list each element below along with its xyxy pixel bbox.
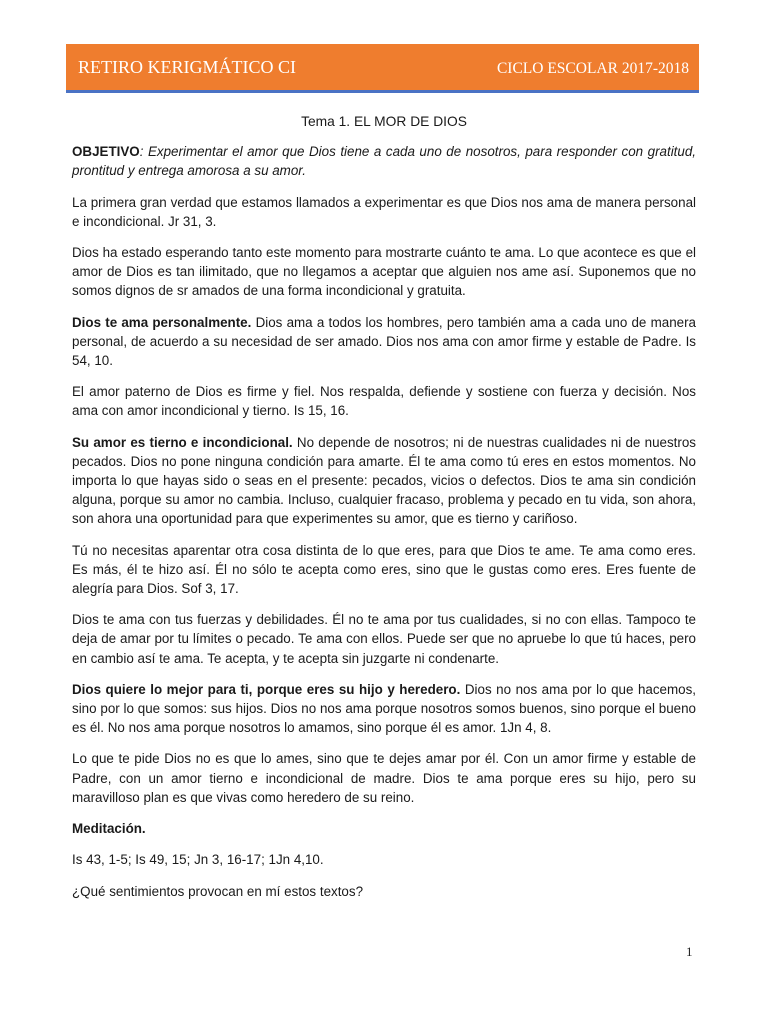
- objective-label: OBJETIVO: [72, 144, 140, 160]
- header-rule: [66, 90, 699, 93]
- objective-paragraph: [72, 142, 696, 180]
- reflection-question: ¿Qué sentimientos provocan en mí estos textos?: [72, 883, 364, 899]
- objective-sep: :: [139, 144, 148, 160]
- header-bar: [66, 44, 699, 90]
- paragraph-5-lead: Su amor es tierno e incondicional.: [72, 434, 293, 450]
- meditation-references: Is 43, 1-5; Is 49, 15; Jn 3, 16-17; 1Jn 4,10.: [72, 852, 324, 868]
- paragraph-6: Tú no necesitas aparentar otra cosa distinta de lo que eres, para que Dios te ame. Te ama como eres. Es más, él te hizo así. Él no sólo te acepta como eres, sino que le gustas como eres. Eres fuente de alegría para Dios. Sof 3, 17.: [72, 542, 696, 597]
- paragraph-8: [72, 680, 696, 738]
- header-right-cycle: CICLO ESCOLAR 2017-2018: [496, 60, 689, 77]
- paragraph-7: Dios te ama con tus fuerzas y debilidades. Él no te ama por tus cualidades, si no con ellas. Tampoco te deja de amar por tu límites o pecado. Te ama con ellos. Puede ser que no apruebe lo que tú haces, pero en cambio así te ama. Te acepta, y te acepta sin juzgarte ni condenarte.: [72, 612, 696, 666]
- paragraph-5: [72, 433, 696, 529]
- paragraph-1: La primera gran verdad que estamos llamados a experimentar es que Dios nos ama de manera personal e incondicional. Jr 31, 3.: [72, 194, 696, 229]
- title-text: Tema 1. EL MOR DE DIOS: [301, 114, 467, 129]
- paragraph-8-text: Dios no nos ama por lo que hacemos, sino por lo que somos: sus hijos. Dios no nos ama porque nosotros somos buenos, sino porque el bueno es él. No nos ama porque nosotros lo amamos, sino porque él es amor. 1Jn 4, 8.: [72, 681, 696, 736]
- document-title: [72, 112, 696, 131]
- paragraph-2: Dios ha estado esperando tanto este momento para mostrarte cuánto te ama. Lo que acontece es que el amor de Dios es tan ilimitado, que no llegamos a aceptar que alguien nos ame así. Suponemos que no somos dignos de sr amados de una forma incondicional y gratuita.: [72, 245, 696, 299]
- paragraph-5-text: No depende de nosotros; ni de nuestras cualidades ni de nuestros pecados. Dios no pone ninguna condición para amarte. Él te ama como tú eres en estos momentos. No importa lo que hayas sido o seas en el presente: pecados, vicios o defectos. Dios te ama sin condición alguna, porque su amor no cambia. Incluso, cualquier fracaso, problema y pecado en tu vida, son ahora, son ahora una oportunidad para que experimentes su amor, que es tierno y cariñoso.: [72, 434, 696, 527]
- page-number: 1: [686, 944, 693, 959]
- meditation-heading: [72, 819, 696, 838]
- paragraph-8-lead: Dios quiere lo mejor para ti, porque eres su hijo y heredero.: [72, 681, 461, 697]
- header-left-title: RETIRO KERIGMÁTICO CI: [78, 57, 296, 77]
- objective-text: Experimentar el amor que Dios tiene a cada uno de nosotros, para responder con gratitud, prontitud y entrega amorosa a su amor.: [72, 144, 697, 179]
- document-body: [72, 112, 696, 913]
- paragraph-3-lead: Dios te ama personalmente.: [72, 314, 252, 330]
- paragraph-3: [72, 313, 696, 371]
- paragraph-3-text: Dios ama a todos los hombres, pero también ama a cada uno de manera personal, de acuerdo a su necesidad de ser amado. Dios nos ama con amor firme y estable de Padre. Is 54, 10.: [72, 314, 696, 369]
- meditation-heading-text: Meditación.: [72, 821, 146, 837]
- paragraph-4: El amor paterno de Dios es firme y fiel. Nos respalda, defiende y sostiene con fuerza y decisión. Nos ama con amor incondicional y tierno. Is 15, 16.: [72, 384, 696, 419]
- paragraph-9: Lo que te pide Dios no es que lo ames, sino que te dejes amar por él. Con un amor firme y estable de Padre, con un amor tierno e incondicional de madre. Dios te ama porque eres su hijo, pero su maravilloso plan es que vivas como heredero de su reino.: [72, 751, 696, 805]
